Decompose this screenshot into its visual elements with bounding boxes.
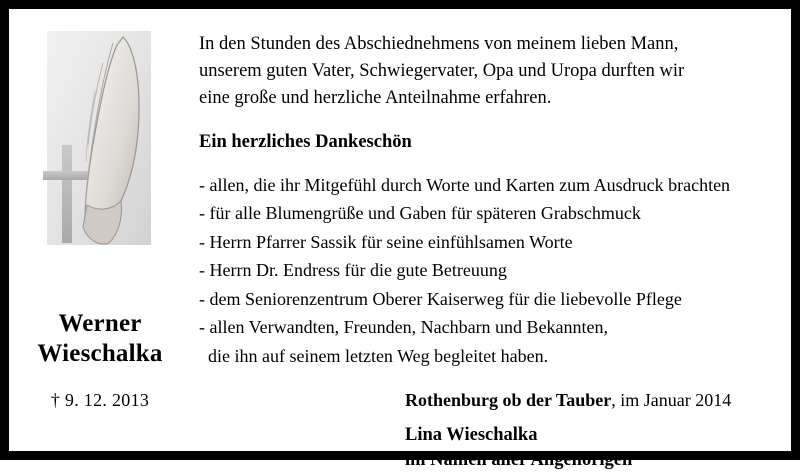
praying-hands-with-cross-icon (25, 27, 175, 249)
place-and-date-line (405, 390, 775, 411)
thanks-item: - allen Verwandten, Freunden, Nachbarn und Bekannten, (199, 317, 609, 338)
deceased-block (9, 309, 191, 411)
thanks-item-continuation: die ihn auf seinem letzten Weg begleitet haben. (208, 345, 549, 366)
intro-paragraph (199, 31, 775, 112)
thanks-item: - allen, die ihr Mitgefühl durch Worte und Karten zum Ausdruck brachten (199, 175, 731, 195)
left-column (9, 9, 191, 451)
thanks-item: - Herrn Pfarrer Sassik für seine einfühlsamen Worte (199, 231, 573, 252)
thanks-list (199, 171, 775, 370)
signer-role: im Namen aller Angehörigen (405, 449, 633, 470)
thanks-item: - für alle Blumengrüße und Gaben für späteren Grabschmuck (199, 203, 641, 224)
obituary-inner (9, 9, 791, 470)
place: Rothenburg ob der Tauber (405, 390, 612, 411)
intro-line-3: eine große und herzliche Anteilnahme erfahren. (199, 88, 552, 108)
thanks-heading: Ein herzliches Dankeschön (199, 132, 412, 152)
deceased-first-name: Werner (58, 310, 142, 337)
signer-name: Lina Wieschalka (405, 425, 538, 446)
thanks-item: - dem Seniorenzentrum Oberer Kaiserweg für die liebevolle Pflege (199, 288, 682, 309)
intro-line-2: unserem guten Vater, Schwiegervater, Opa und Uropa durften wir (199, 61, 685, 81)
right-column (191, 9, 791, 470)
intro-line-1: In den Stunden des Abschiednehmens von meinem lieben Mann, (199, 34, 679, 54)
deceased-last-name: Wieschalka (37, 339, 163, 367)
death-date: † 9. 12. 2013 (50, 390, 150, 410)
date-line: , im Januar 2014 (611, 390, 732, 411)
thanks-item: - Herrn Dr. Endress für die gute Betreuung (199, 260, 507, 281)
